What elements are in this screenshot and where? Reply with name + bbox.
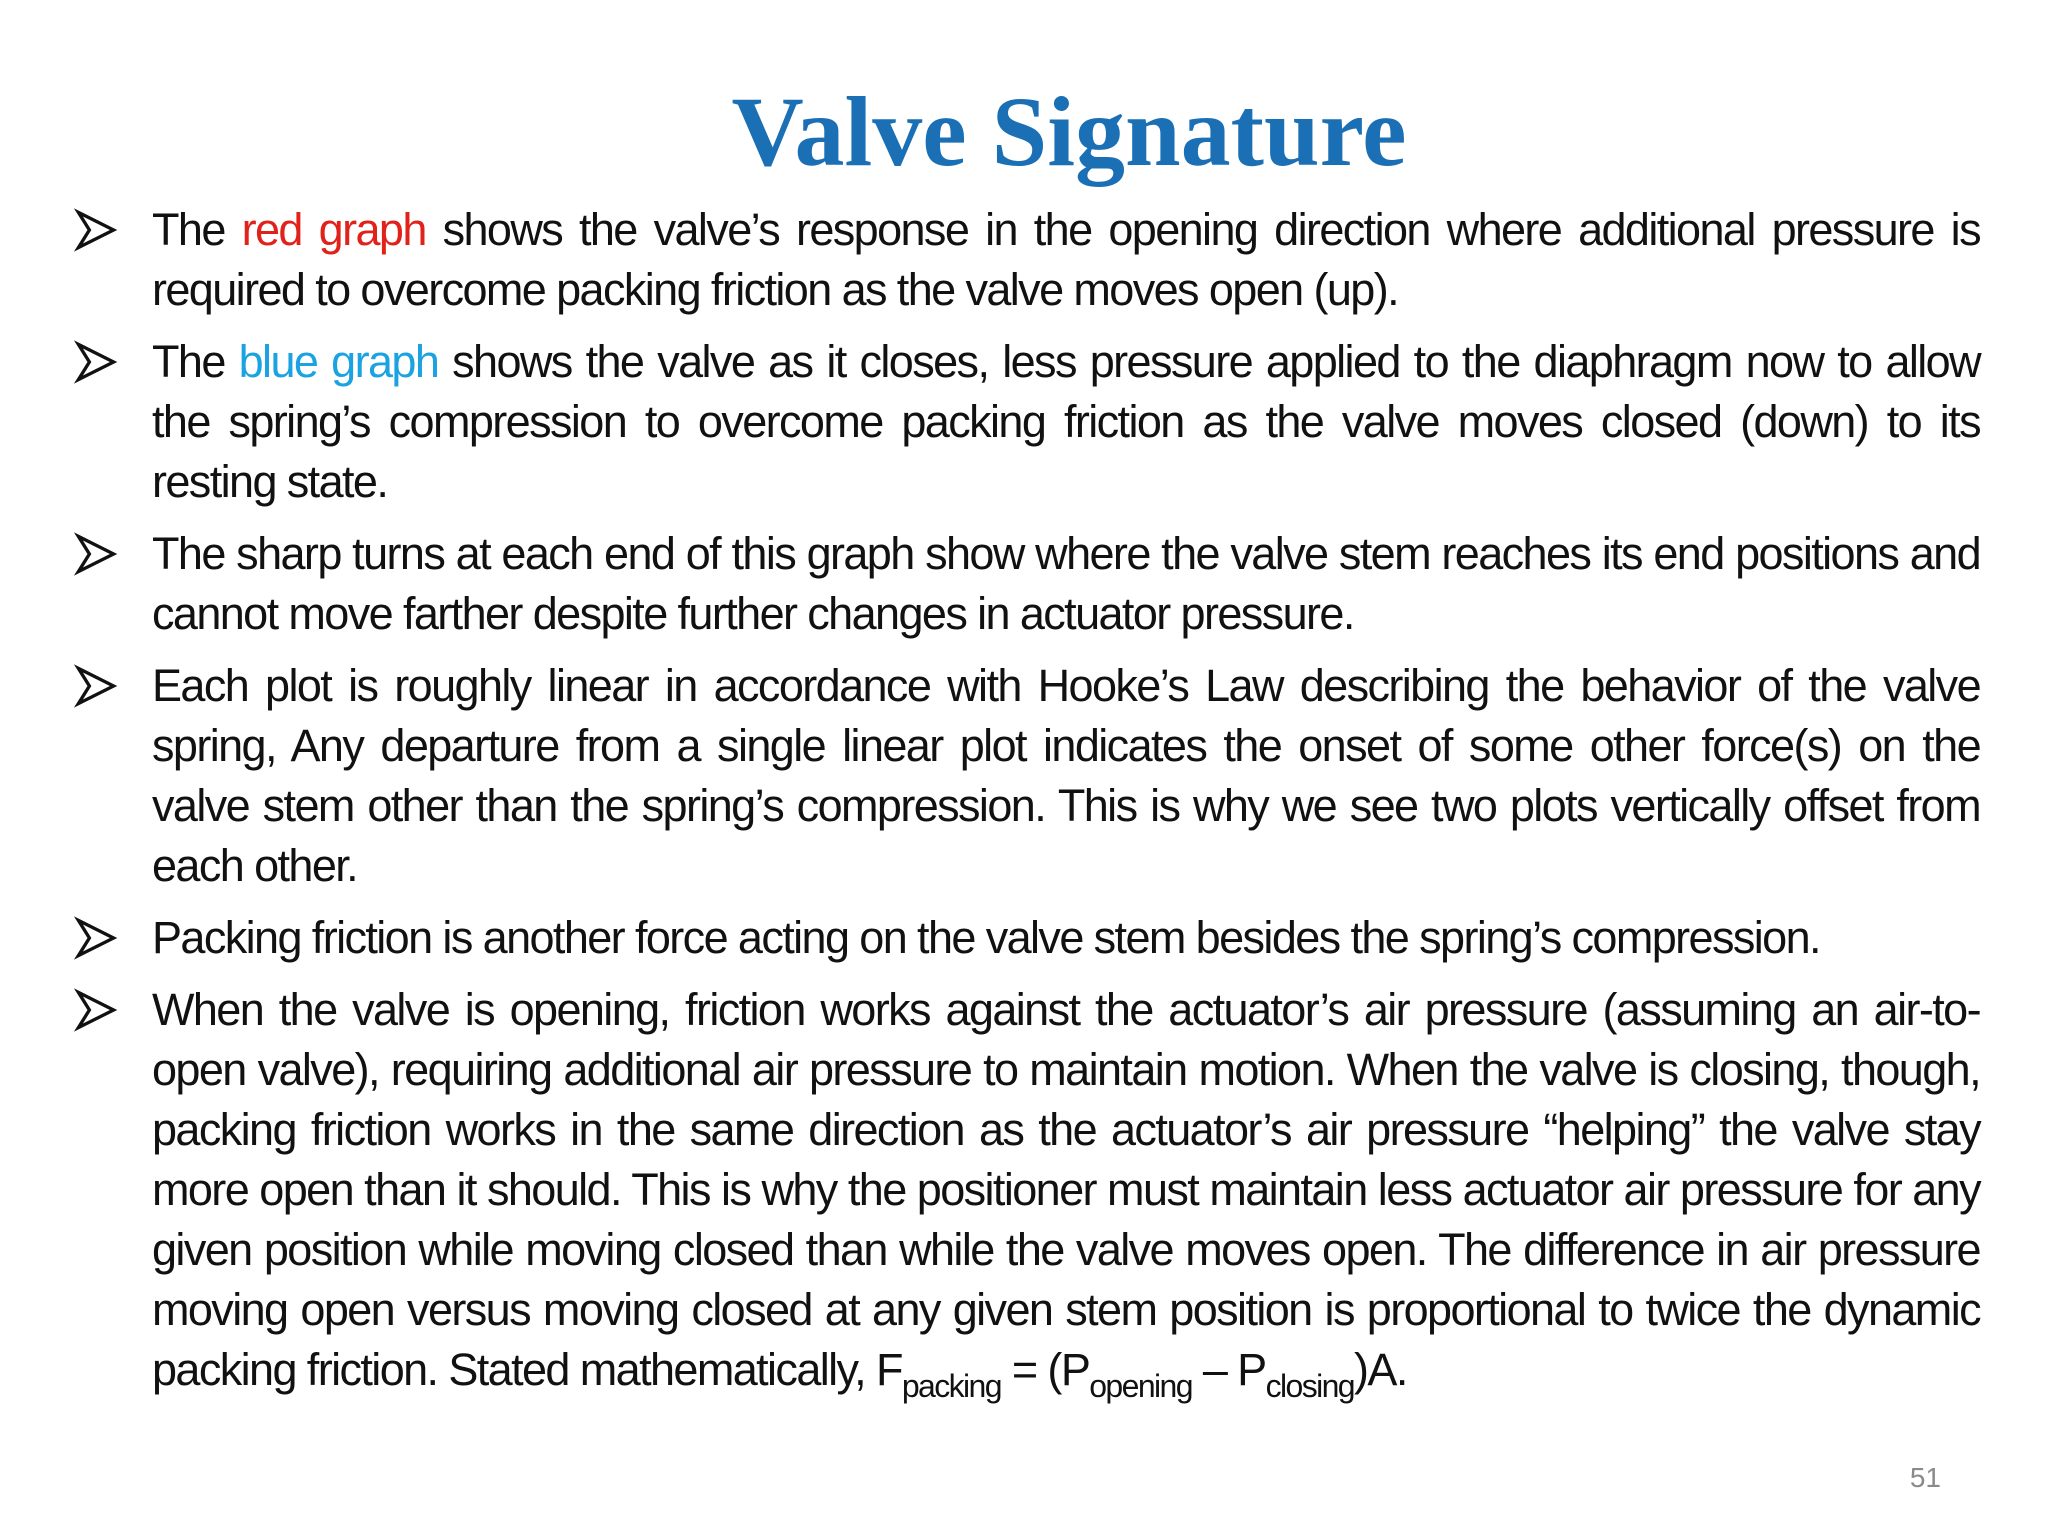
bullet-item bbox=[70, 656, 1980, 896]
formula-subscript: packing bbox=[901, 1368, 1001, 1404]
bullet-text bbox=[152, 980, 1980, 1404]
packing-friction-formula bbox=[875, 1344, 1407, 1404]
formula-symbol: F bbox=[875, 1344, 902, 1395]
bullet-text-part: shows the valve as it closes, less pressure applied to the diaphragm now to allow the spring’s compression to overcome packing friction as the valve moves closed (down) to its resting state. bbox=[152, 336, 1980, 507]
bullet-text: Each plot is roughly linear in accordance with Hooke’s Law describing the behavior of the valve spring, Any departure from a single linear plot indicates the onset of some other force(s) on the valve stem other than the spring’s compression. This is why we see two plots vertically offset from each other. bbox=[152, 660, 1980, 891]
formula-subscript: closing bbox=[1265, 1368, 1355, 1404]
bullet-item bbox=[70, 332, 1980, 512]
formula-symbol: P bbox=[1237, 1344, 1266, 1395]
bullet-item bbox=[70, 980, 1980, 1404]
red-graph-label: red graph bbox=[241, 204, 426, 255]
bullet-text-part: The bbox=[152, 336, 239, 387]
formula-symbol: P bbox=[1060, 1344, 1090, 1395]
bullet-text bbox=[152, 200, 1980, 320]
bullet-text bbox=[152, 332, 1980, 512]
bullet-text-part: The bbox=[152, 204, 242, 255]
bullet-text: Packing friction is another force acting on the valve stem besides the spring’s compression. bbox=[152, 912, 1820, 963]
arrow-bullet-icon bbox=[74, 664, 118, 708]
formula-operator: )A. bbox=[1354, 1344, 1407, 1395]
slide-title: Valve Signature bbox=[731, 76, 1407, 187]
bullet-item bbox=[70, 200, 1980, 320]
bullet-item bbox=[70, 908, 1980, 968]
bullet-text: The sharp turns at each end of this graph show where the valve stem reaches its end positions and cannot move farther despite further changes in actuator pressure. bbox=[152, 528, 1980, 639]
arrow-bullet-icon bbox=[74, 988, 118, 1032]
bullet-list bbox=[70, 200, 1980, 1412]
formula-subscript: opening bbox=[1089, 1368, 1192, 1404]
bullet-item bbox=[70, 524, 1980, 644]
bullet-text-part: When the valve is opening, friction works against the actuator’s air pressure (assuming an air-to-open valve), requiring additional air pressure to maintain motion. When the valve is closing, though, packing friction works in the same direction as the actuator’s air pressure “helping” the valve stay more open than it should. This is why the positioner must maintain less actuator air pressure for any given position while moving closed than while the valve moves open. The difference in air pressure moving open versus moving closed at any given stem position is proportional to twice the dynamic packing friction. Stated mathematically, bbox=[152, 984, 1980, 1395]
arrow-bullet-icon bbox=[74, 916, 118, 960]
formula-operator: – bbox=[1191, 1344, 1238, 1395]
page-number: 51 bbox=[1909, 1462, 1941, 1493]
blue-graph-label: blue graph bbox=[238, 336, 439, 387]
arrow-bullet-icon bbox=[74, 208, 118, 252]
bullet-text-part: shows the valve’s response in the opening direction where additional pressure is required to overcome packing friction as the valve moves open (up). bbox=[152, 204, 1980, 315]
formula-operator: = ( bbox=[1000, 1344, 1061, 1395]
arrow-bullet-icon bbox=[74, 532, 118, 576]
arrow-bullet-icon bbox=[74, 340, 118, 384]
